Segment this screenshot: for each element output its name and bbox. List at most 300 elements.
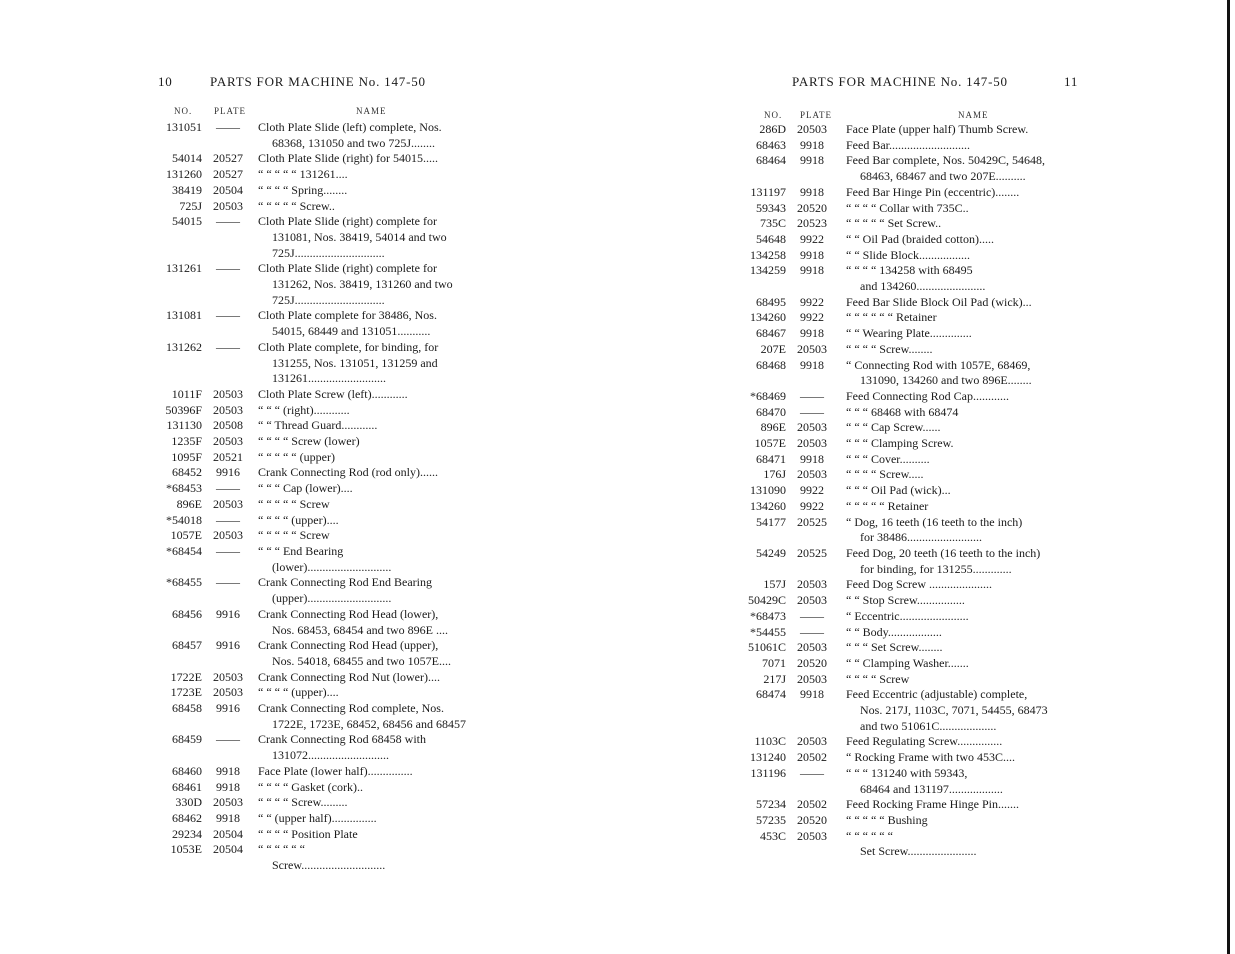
part-name-line: Feed Bar Hinge Pin (eccentric)........ [846, 184, 1020, 199]
parts-row [736, 625, 1078, 641]
part-number: 1053E [170, 842, 202, 857]
plate-number: 20503 [797, 341, 827, 356]
left-parts-list [158, 120, 488, 874]
parts-row [158, 701, 488, 732]
part-name-line: “ “ “ “ Collar with 735C.. [846, 200, 969, 215]
parts-row [158, 434, 488, 450]
left-page-number: 10 [158, 74, 173, 89]
part-name-line: “ “ “ “ “ Screw.. [258, 198, 335, 213]
part-name [258, 167, 488, 183]
part-name-line: “ “ “ “ “ “ Retainer [846, 310, 937, 325]
part-name-line: Crank Connecting Rod 68458 with [258, 732, 426, 747]
part-number: 1235F [171, 434, 202, 449]
part-name [846, 750, 1078, 766]
part-name-line: Cloth Plate Slide (left) complete, Nos. [258, 120, 442, 134]
part-name [846, 436, 1078, 452]
part-name-line: “ “ “ “ “ Screw [258, 496, 330, 511]
plate-number: —— [216, 481, 240, 496]
parts-row [158, 732, 488, 763]
parts-row [736, 342, 1078, 358]
parts-row [158, 811, 488, 827]
part-number: 68459 [172, 732, 202, 747]
part-name-line: 1722E, 1723E, 68452, 68456 and 68457 [272, 716, 466, 731]
part-name [846, 546, 1078, 577]
parts-row [158, 387, 488, 403]
part-number: 68456 [172, 606, 202, 621]
part-name [846, 467, 1078, 483]
part-number: 68464 [756, 153, 786, 168]
part-name [846, 389, 1078, 405]
part-name-line: “ “ “ “ “ Set Screw.. [846, 216, 942, 231]
part-name [258, 764, 488, 780]
part-name-line: (lower)............................ [272, 559, 392, 574]
part-name [846, 295, 1078, 311]
part-name [258, 544, 488, 575]
parts-row [736, 813, 1078, 829]
plate-number: 9918 [800, 153, 824, 168]
parts-row [736, 389, 1078, 405]
plate-number: —— [216, 339, 240, 354]
part-name-line: 68368, 131050 and two 725J........ [272, 135, 435, 150]
part-number: 453C [759, 828, 786, 843]
parts-row [736, 797, 1078, 813]
right-page-title: PARTS FOR MACHINE No. 147-50 [792, 74, 1008, 89]
part-number: 157J [763, 577, 786, 592]
part-name [846, 216, 1078, 232]
plate-number: 20521 [213, 449, 243, 464]
part-name [846, 232, 1078, 248]
part-name-line: “ “ Oil Pad (braided cotton)..... [846, 231, 994, 246]
plate-number: 9918 [216, 763, 240, 778]
part-name [258, 497, 488, 513]
part-number: 57235 [756, 812, 786, 827]
column-header-name: NAME [958, 110, 989, 120]
part-name [258, 732, 488, 763]
plate-number: —— [216, 120, 240, 134]
part-name [258, 575, 488, 606]
part-name-line: Feed Rocking Frame Hinge Pin....... [846, 797, 1019, 812]
plate-number: 9922 [800, 310, 824, 325]
parts-row [158, 607, 488, 638]
parts-row [158, 403, 488, 419]
part-number: 1103C [754, 734, 786, 749]
part-number: 50396F [165, 402, 202, 417]
part-name-line: Nos. 54018, 68455 and two 1057E.... [272, 653, 451, 668]
parts-row [736, 577, 1078, 593]
part-name-line: 725J.............................. [272, 245, 385, 260]
part-name-line: Crank Connecting Rod Head (upper), [258, 638, 439, 653]
part-name-line: “ “ “ “ “ Screw [258, 528, 330, 543]
parts-row [158, 214, 488, 261]
part-name-line: “ “ “ “ Screw........ [846, 341, 933, 356]
part-name [846, 640, 1078, 656]
part-number: 131196 [750, 765, 786, 780]
part-number: 131051 [166, 120, 202, 134]
part-name [258, 685, 488, 701]
parts-row [736, 122, 1078, 138]
part-name [258, 340, 488, 387]
part-name-line: Cloth Plate Slide (right) complete for [258, 261, 437, 276]
part-name [846, 797, 1078, 813]
part-name [258, 607, 488, 638]
part-number: 51061C [747, 640, 786, 655]
plate-number: —— [216, 214, 240, 229]
parts-row [158, 685, 488, 701]
part-number: 131197 [750, 184, 786, 199]
plate-number: 20520 [797, 655, 827, 670]
part-name [846, 687, 1078, 734]
plate-number: 20503 [797, 734, 827, 749]
part-name-line: “ “ Clamping Washer....... [846, 655, 969, 670]
part-name-line: “ “ “ “ “ 131261.... [258, 167, 348, 182]
part-name-line: “ Connecting Rod with 1057E, 68469, [846, 357, 1031, 372]
part-name [258, 842, 488, 873]
parts-row [158, 842, 488, 873]
plate-number: 20503 [797, 436, 827, 451]
part-number: 207E [760, 341, 786, 356]
part-name-line: for 38486......................... [860, 530, 982, 545]
part-name-line: “ “ “ “ Gasket (cork).. [258, 779, 363, 794]
part-number: 54015 [172, 214, 202, 229]
plate-number: 20508 [213, 418, 243, 433]
part-number: *54455 [750, 624, 786, 639]
column-header-plate: PLATE [800, 110, 832, 120]
parts-row [158, 544, 488, 575]
part-name-line: Cloth Plate Slide (right) for 54015..... [258, 151, 438, 166]
part-number: 1723E [170, 685, 202, 700]
plate-number: 20525 [797, 514, 827, 529]
part-name [846, 248, 1078, 264]
parts-row [736, 216, 1078, 232]
part-name [846, 609, 1078, 625]
part-number: 68468 [756, 357, 786, 372]
part-name-line: Set Screw....................... [860, 844, 977, 859]
part-name-line: Nos. 217J, 1103C, 7071, 54455, 68473 [860, 703, 1048, 718]
part-number: 896E [760, 420, 786, 435]
plate-number: 20503 [213, 795, 243, 810]
part-name [258, 434, 488, 450]
part-name [258, 827, 488, 843]
part-name-line: “ “ “ Set Screw........ [846, 640, 943, 655]
part-number: 7071 [762, 655, 786, 670]
plate-number: 9916 [216, 701, 240, 716]
plate-number: 9918 [800, 184, 824, 199]
parts-row [736, 436, 1078, 452]
part-number: 29234 [172, 826, 202, 841]
part-number: 134258 [750, 247, 786, 262]
part-name [258, 481, 488, 497]
parts-row [736, 310, 1078, 326]
part-name-line: “ “ “ 68468 with 68474 [846, 404, 959, 419]
parts-row [736, 593, 1078, 609]
part-name [846, 153, 1078, 184]
part-name-line: “ “ “ “ “ (upper) [258, 449, 335, 464]
part-number: 176J [763, 467, 786, 482]
parts-row [736, 656, 1078, 672]
plate-number: —— [216, 261, 240, 276]
part-name-line: 725J.............................. [272, 292, 385, 307]
parts-row [736, 687, 1078, 734]
part-name-line: 68463, 68467 and two 207E.......... [860, 169, 1026, 184]
plate-number: 9922 [800, 498, 824, 513]
parts-row [736, 358, 1078, 389]
plate-number: 9918 [800, 451, 824, 466]
part-name-line: 131261.......................... [272, 371, 386, 386]
part-name-line: “ “ “ “ Position Plate [258, 826, 358, 841]
part-name [846, 201, 1078, 217]
plate-number: 20503 [797, 640, 827, 655]
part-number: 1722E [170, 669, 202, 684]
part-number: *68469 [750, 388, 786, 403]
part-name [846, 263, 1078, 294]
part-name-line: Face Plate (lower half)............... [258, 763, 413, 778]
part-name-line: “ Eccentric....................... [846, 608, 969, 623]
left-page-title: PARTS FOR MACHINE No. 147-50 [210, 74, 426, 89]
part-name-line: “ “ “ “ “ “ [258, 842, 305, 857]
part-name [258, 701, 488, 732]
plate-number: 20503 [213, 528, 243, 543]
part-name-line: Feed Eccentric (adjustable) complete, [846, 687, 1028, 702]
part-number: 68461 [172, 779, 202, 794]
part-name-line: Feed Regulating Screw............... [846, 734, 1003, 749]
parts-row [736, 467, 1078, 483]
part-name [846, 656, 1078, 672]
part-number: 134260 [750, 498, 786, 513]
part-name-line: Cloth Plate complete for 38486, Nos. [258, 308, 437, 323]
parts-row [736, 153, 1078, 184]
part-name [846, 342, 1078, 358]
part-number: 68467 [756, 326, 786, 341]
part-number: 68457 [172, 638, 202, 653]
part-name-line: “ “ “ Oil Pad (wick)... [846, 483, 951, 498]
parts-row [158, 795, 488, 811]
part-name-line: “ “ “ “ (upper).... [258, 512, 339, 527]
part-name [258, 183, 488, 199]
part-number: 68458 [172, 701, 202, 716]
part-name [846, 138, 1078, 154]
part-name-line: 131262, Nos. 38419, 131260 and two [272, 277, 453, 292]
part-name-line: “ “ Body.................. [846, 624, 942, 639]
part-number: *68454 [166, 543, 202, 558]
part-number: 59343 [756, 200, 786, 215]
part-number: 725J [179, 198, 202, 213]
part-number: 38419 [172, 182, 202, 197]
part-number: 1095F [171, 449, 202, 464]
left-page [0, 0, 610, 954]
part-name-line: Crank Connecting Rod End Bearing [258, 575, 432, 590]
parts-row [158, 308, 488, 339]
parts-row [736, 248, 1078, 264]
parts-row [158, 340, 488, 387]
part-number: 54177 [756, 514, 786, 529]
plate-number: 20503 [213, 685, 243, 700]
part-name [258, 403, 488, 419]
part-number: 896E [176, 496, 202, 511]
plate-number: 9918 [216, 810, 240, 825]
parts-row [736, 232, 1078, 248]
part-name [846, 577, 1078, 593]
part-name-line: “ “ “ Cover.......... [846, 451, 930, 466]
part-name-line: “ “ “ “ Screw..... [846, 467, 924, 482]
part-name-line: 68464 and 131197.................. [860, 781, 1003, 796]
part-name [258, 465, 488, 481]
plate-number: 20523 [797, 216, 827, 231]
parts-row [158, 199, 488, 215]
parts-row [736, 609, 1078, 625]
part-name-line: Cloth Plate complete, for binding, for [258, 339, 439, 354]
part-number: 131081 [166, 308, 202, 323]
plate-number: 20503 [213, 402, 243, 417]
part-name-line: “ “ “ “ “ Retainer [846, 498, 929, 513]
part-name-line: “ “ “ Clamping Screw. [846, 436, 954, 451]
part-name-line: “ “ “ Cap (lower).... [258, 481, 353, 496]
plate-number: 20504 [213, 826, 243, 841]
part-name-line: Crank Connecting Rod (rod only)...... [258, 465, 438, 480]
parts-row [158, 528, 488, 544]
part-number: 68474 [756, 687, 786, 702]
part-name-line: 131090, 134260 and two 896E........ [860, 373, 1032, 388]
parts-row [736, 672, 1078, 688]
column-header-name: NAME [356, 106, 387, 116]
part-name [846, 734, 1078, 750]
part-name-line: Feed Bar complete, Nos. 50429C, 54648, [846, 153, 1045, 168]
plate-number: 9918 [800, 357, 824, 372]
plate-number: 9918 [800, 263, 824, 278]
part-number: 1057E [170, 528, 202, 543]
part-name-line: Feed Bar Slide Block Oil Pad (wick)... [846, 294, 1032, 309]
part-name [258, 811, 488, 827]
plate-number: 20503 [797, 467, 827, 482]
part-name-line: Feed Dog, 20 teeth (16 teeth to the inch) [846, 545, 1041, 560]
part-name-line: “ “ “ “ (upper).... [258, 685, 339, 700]
part-name [846, 122, 1078, 138]
part-name-line: (upper)............................ [272, 591, 392, 606]
part-name-line: “ “ “ “ “ “ [846, 828, 893, 843]
plate-number: 20503 [213, 434, 243, 449]
parts-row [158, 167, 488, 183]
part-number: 57234 [756, 797, 786, 812]
plate-number: —— [216, 575, 240, 590]
parts-row [158, 638, 488, 669]
parts-row [158, 261, 488, 308]
part-number: 131130 [166, 418, 202, 433]
part-name-line: “ “ Thread Guard............ [258, 418, 378, 433]
part-name [258, 214, 488, 261]
plate-number: 20503 [213, 386, 243, 401]
part-number: 134260 [750, 310, 786, 325]
part-name-line: “ “ “ 131240 with 59343, [846, 765, 968, 780]
parts-row [736, 829, 1078, 860]
part-name [258, 638, 488, 669]
plate-number: —— [800, 404, 824, 419]
part-name-line: Crank Connecting Rod Nut (lower).... [258, 669, 440, 684]
part-name-line: Feed Connecting Rod Cap............ [846, 388, 1009, 403]
part-name-line: “ “ Slide Block................. [846, 247, 970, 262]
part-number: *54018 [166, 512, 202, 527]
parts-row [158, 465, 488, 481]
parts-row [736, 295, 1078, 311]
plate-number: 9916 [216, 638, 240, 653]
parts-row [736, 499, 1078, 515]
part-name [258, 418, 488, 434]
part-name [846, 766, 1078, 797]
part-name-line: “ Dog, 16 teeth (16 teeth to the inch) [846, 514, 1023, 529]
parts-row [158, 764, 488, 780]
plate-number: —— [216, 543, 240, 558]
parts-row [158, 481, 488, 497]
plate-number: 20503 [213, 669, 243, 684]
plate-number: —— [800, 388, 824, 403]
plate-number: —— [800, 624, 824, 639]
part-number: 68463 [756, 137, 786, 152]
plate-number: 20520 [797, 812, 827, 827]
part-name [258, 261, 488, 308]
part-number: 131240 [750, 750, 786, 765]
parts-row [736, 734, 1078, 750]
parts-row [158, 418, 488, 434]
plate-number: —— [800, 765, 824, 780]
plate-number: 20503 [797, 122, 827, 136]
part-number: 68460 [172, 763, 202, 778]
part-name-line: 131081, Nos. 38419, 54014 and two [272, 229, 447, 244]
part-number: 68471 [756, 451, 786, 466]
part-name-line: “ “ “ “ 134258 with 68495 [846, 263, 973, 278]
part-name [258, 795, 488, 811]
plate-number: 20502 [797, 750, 827, 765]
plate-number: 20520 [797, 200, 827, 215]
parts-row [158, 575, 488, 606]
part-number: 286D [759, 122, 786, 136]
part-number: 134259 [750, 263, 786, 278]
part-number: 131262 [166, 339, 202, 354]
plate-number: 20503 [213, 198, 243, 213]
parts-row [736, 405, 1078, 421]
parts-row [736, 640, 1078, 656]
part-name [846, 499, 1078, 515]
part-name [846, 185, 1078, 201]
parts-row [158, 183, 488, 199]
part-name [846, 326, 1078, 342]
plate-number: 9918 [216, 779, 240, 794]
part-number: 131261 [166, 261, 202, 276]
part-name [258, 780, 488, 796]
plate-number: 20527 [213, 151, 243, 166]
part-name [846, 625, 1078, 641]
right-page [618, 0, 1230, 954]
parts-row [158, 827, 488, 843]
part-number: 131260 [166, 167, 202, 182]
part-name-line: “ “ “ “ “ Bushing [846, 812, 928, 827]
part-number: 68470 [756, 404, 786, 419]
part-name-line: “ “ “ “ Screw......... [258, 795, 348, 810]
part-name [258, 199, 488, 215]
parts-row [736, 546, 1078, 577]
part-number: 68462 [172, 810, 202, 825]
plate-number: 20527 [213, 167, 243, 182]
parts-row [158, 120, 488, 151]
plate-number: 9922 [800, 231, 824, 246]
part-name-line: 131072........................... [272, 748, 389, 763]
part-name [258, 151, 488, 167]
part-number: 131090 [750, 483, 786, 498]
part-name [258, 387, 488, 403]
part-name [846, 593, 1078, 609]
part-name [258, 450, 488, 466]
plate-number: —— [216, 308, 240, 323]
part-name-line: for binding, for 131255............. [860, 561, 1012, 576]
part-name-line: Nos. 68453, 68454 and two 896E .... [272, 622, 448, 637]
page-edge [1227, 0, 1230, 954]
